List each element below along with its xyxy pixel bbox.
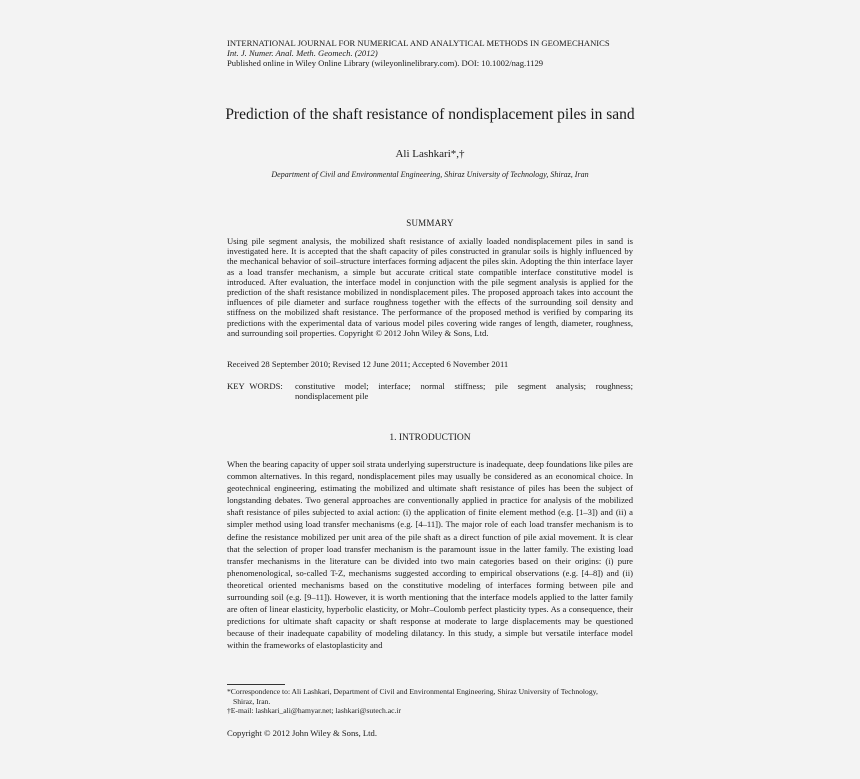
summary-text: Using pile segment analysis, the mobilized shaft resistance of axially loaded nondisplacement piles in sand is investigated here. It is accepted that the shaft capacity of piles constructed in granular soils is highly influenced by the mechanical behavior of soil–structure interfaces forming adjacent the piles skin. Adopting the thin interface layer as a load transfer mechanism, a simple but accurate critical state compatible interface constitutive model is introduced. After evaluation, the interface model in conjunction with the pile segment analysis is applied for the prediction of the shaft resistance mobilized in nondisplacement piles. The proposed approach takes into account the influences of pile diameter and surface roughness together with the effects of the surrounding soil density and stiffness on the mobilized shaft resistance. The performance of the proposed method is verified by comparing its predictions with the experimental data of various model piles covering wide ranges of length, diameter, roughness, and surrounding soil properties. Copyright © 2012 John Wiley & Sons, Ltd. — [227, 236, 633, 338]
footnote-rule — [227, 684, 285, 685]
footnote-correspondence-cont: Shiraz, Iran. — [233, 696, 271, 706]
journal-header — [227, 38, 610, 68]
introduction-text: When the bearing capacity of upper soil strata underlying superstructure is inadequate, deep foundations like piles are common alternatives. In this regard, nondisplacement piles may usually be considered as an economical choice. In geotechnical engineering, estimating the mobilized and ultimate shaft resistance of piles has been the subject of longstanding debates. Two general approaches are conventionally applied in practice for analysis of the mobilized shaft resistance of piles subjected to axial action: (i) the application of finite element method (e.g. [1–3]) and (ii) a simpler method using load transfer mechanisms (e.g. [4–11]). The major role of each load transfer mechanism is to define the resistance mobilized per unit area of the pile shaft as a direct function of pile axial movement. It is clear that the selection of proper load transfer mechanism is the paramount issue in the latter family. The existing load transfer mechanisms in the literature can be divided into two main categories based on their origins: (i) pure phenomenological, so-called T-Z, mechanisms suggested according to empirical observations (e.g. [4–8]) and (ii) theoretical oriented mechanisms based on the constitutive modeling of interfaces forming between pile and surrounding soil (e.g. [9–11]). However, it is worth mentioning that the interface models applied to the latter family are often of linear elasticity, hyperbolic elasticity, or Mohr–Coulomb perfect plasticity types. As a consequence, their predictions for ultimate shaft capacity or shaft response at moderate to large displacements may be questioned because of their inadequate capability of modeling dilatancy. In this study, a simple but versatile interface model within the frameworks of elastoplasticity and — [227, 459, 633, 651]
copyright-line: Copyright © 2012 John Wiley & Sons, Ltd. — [227, 728, 377, 738]
author-name: Ali Lashkari*,† — [395, 148, 465, 160]
footnote-email: †E-mail: lashkari_ali@hamyar.net; lashkari@sutech.ac.ir — [227, 706, 402, 716]
received-dates: Received 28 September 2010; Revised 12 June 2011; Accepted 6 November 2011 — [227, 359, 509, 369]
publication-info: Published online in Wiley Online Library (wileyonlinelibrary.com). DOI: 10.1002/nag.1129 — [227, 58, 544, 68]
journal-citation: Int. J. Numer. Anal. Meth. Geomech. (2012) — [227, 48, 378, 58]
section-heading: 1. INTRODUCTION — [389, 433, 471, 443]
author-affiliation: Department of Civil and Environmental Engineering, Shiraz University of Technology, Shiraz, Iran — [271, 170, 589, 179]
footnotes — [227, 687, 633, 716]
paper-title: Prediction of the shaft resistance of nondisplacement piles in sand — [225, 106, 635, 123]
keywords-value: constitutive model; interface; normal stiffness; pile segment analysis; roughness; nondisplacement pile — [295, 381, 633, 402]
summary-heading: SUMMARY — [406, 218, 454, 228]
keywords-label: KEY WORDS: — [227, 381, 283, 391]
journal-name: INTERNATIONAL JOURNAL FOR NUMERICAL AND ANALYTICAL METHODS IN GEOMECHANICS — [227, 38, 610, 48]
footnote-correspondence: *Correspondence to: Ali Lashkari, Department of Civil and Environmental Engineering, Shiraz University of Technology, — [227, 687, 598, 696]
keywords — [227, 381, 633, 401]
